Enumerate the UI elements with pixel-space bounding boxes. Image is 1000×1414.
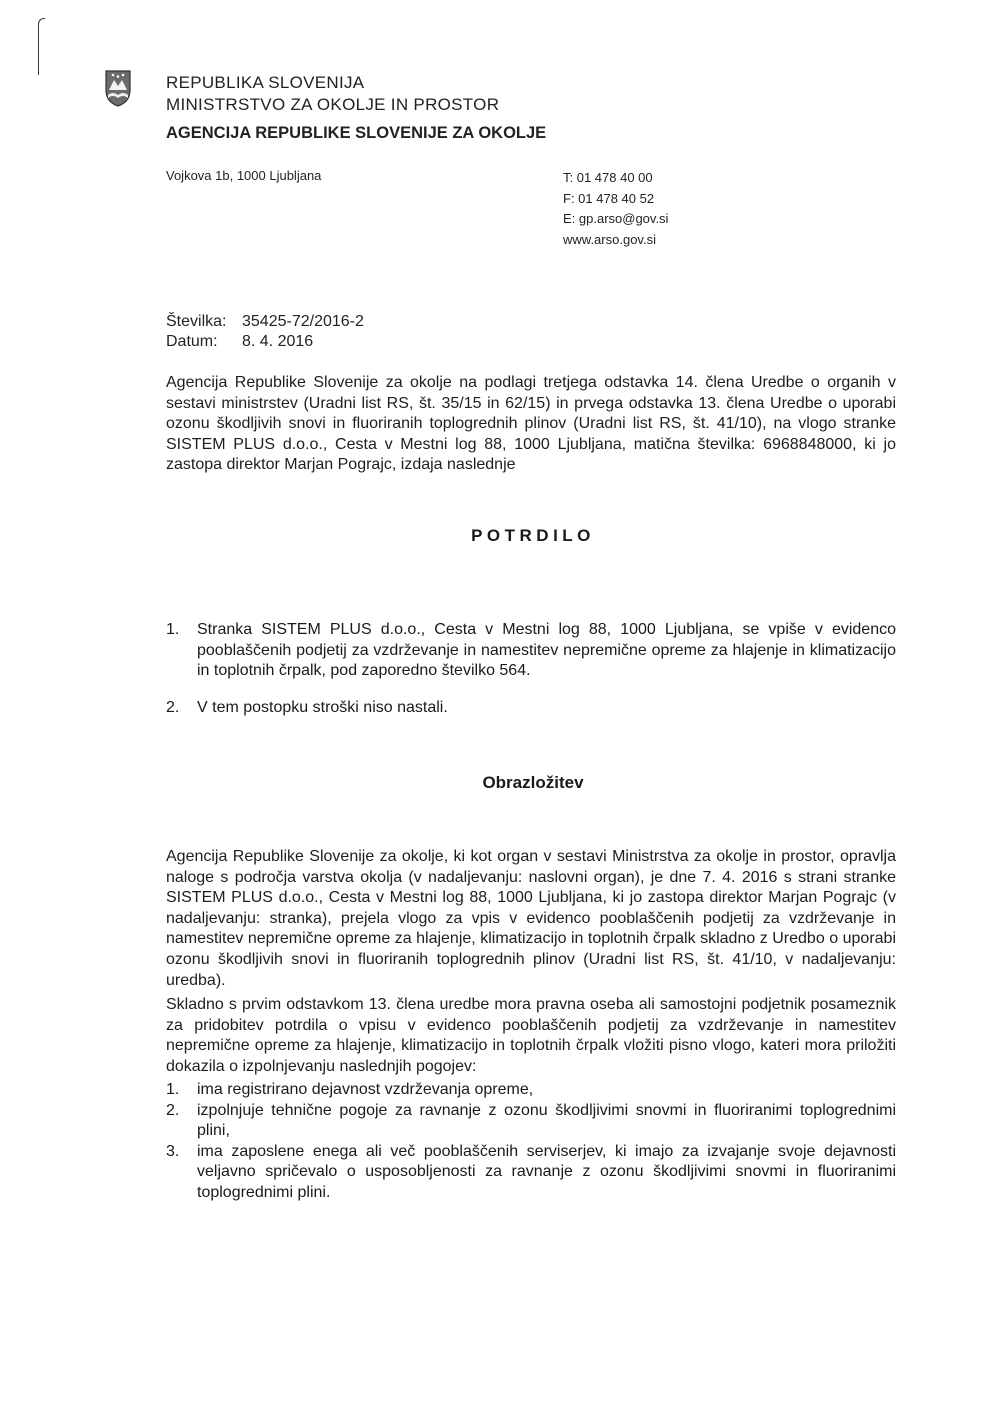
contact-email: E: gp.arso@gov.si — [563, 211, 669, 226]
ref-number-value: 35425-72/2016-2 — [242, 313, 364, 330]
conditions-list — [166, 1080, 896, 1204]
list-item: 3. ima zaposlene enega ali več pooblaščenih serviserjev, ki imajo za izvajanje svoje dejavnosti veljavno spričevalo o usposobljenosti za ravnanje z ozonu škodljivimi snovmi in fluoriranimi toplogrednimi plini. — [166, 1142, 896, 1201]
letterhead — [166, 72, 499, 116]
ref-number-label: Številka: — [166, 313, 227, 330]
agency-address: Vojkova 1b, 1000 Ljubljana — [166, 168, 322, 183]
intro-paragraph: Agencija Republike Slovenije za okolje na podlagi tretjega odstavka 14. člena Uredbe o organih v sestavi ministrstev (Uradni list RS, št. 35/15 in 62/15) in prvega odstavka 13. člena Uredbe o uporabi ozonu škodljivih snovi in fluoriranih toplogrednih plinov (Uradni list RS, št. 41/10), na vlogo stranke SISTEM PLUS d.o.o., Cesta v Mestni log 88, 1000 Ljubljana, matična številka: 6968848000, ki jo zastopa direktor Marjan Pograjc, izdaja naslednje — [166, 374, 896, 474]
slovenia-coat-of-arms-icon — [103, 68, 133, 108]
list-item: 1. Stranka SISTEM PLUS d.o.o., Cesta v Mestni log 88, 1000 Ljubljana, se vpiše v evidenco pooblaščenih podjetij za vzdrževanje in namestitev nepremične opreme za hlajenje in klimatizacijo in toplotnih črpalk, pod zaporedno številko 564. — [166, 621, 896, 680]
ref-date-value: 8. 4. 2016 — [242, 333, 314, 350]
letterhead-republic: REPUBLIKA SLOVENIJA — [166, 73, 365, 92]
list-item: 2. izpolnjuje tehnične pogoje za ravnanje z ozonu škodljivimi snovmi in fluoriranimi toplogrednimi plini, — [166, 1101, 896, 1140]
list-item: 2. V tem postopku stroški niso nastali. — [166, 698, 448, 716]
letterhead-ministry: MINISTRSTVO ZA OKOLJE IN PROSTOR — [166, 95, 500, 114]
explanation-title: Obrazložitev — [482, 773, 584, 792]
explanation-paragraph-2: Skladno s prvim odstavkom 13. člena uredbe mora pravna oseba ali samostojni podjetnik posameznik za pridobitev potrdila o vpisu v evidenco pooblaščenih podjetij za vzdrževanje in namestitev nepremične opreme za hlajenje, klimatizacijo in toplotnih črpalk vložiti pisno vlogo, kateri mora priložiti dokazila o izpolnjevanju naslednjih pogojev: — [166, 996, 896, 1075]
contact-block — [563, 168, 668, 250]
decision-list — [166, 620, 896, 718]
scan-artifact-mark — [38, 18, 45, 75]
certificate-title: POTRDILO — [471, 526, 595, 545]
list-item: 1. ima registrirano dejavnost vzdrževanja opreme, — [166, 1081, 534, 1098]
contact-phone: T: 01 478 40 00 — [563, 170, 653, 185]
contact-fax: F: 01 478 40 52 — [563, 190, 655, 206]
explanation-paragraph-1: Agencija Republike Slovenije za okolje, ki kot organ v sestavi Ministrstva za okolje in prostor, opravlja naloge s področja varstva okolja (v nadaljevanju: naslovni organ), je dne 7. 4. 2016 s strani stranke SISTEM PLUS d.o.o., Cesta v Mestni log 88, 1000 Ljubljana, ki jo zastopa direktor Marjan Pograjc (v nadaljevanju: stranka), prejela vlogo za vpis v evidenco pooblaščenih podjetij za vzdrževanje in namestitev nepremične opreme za hlajenje, klimatizacijo in toplotnih črpalk skladno z Uredbo o uporabi ozonu škodljivih snovi in fluoriranih toplogrednih plinov (Uradni list RS, št. 41/10, v nadaljevanju: uredba). — [166, 848, 896, 989]
contact-website: www.arso.gov.si — [563, 231, 656, 247]
letterhead-agency: AGENCIJA REPUBLIKE SLOVENIJE ZA OKOLJE — [166, 124, 547, 142]
reference-block — [166, 312, 364, 352]
ref-date-label: Datum: — [166, 333, 218, 350]
